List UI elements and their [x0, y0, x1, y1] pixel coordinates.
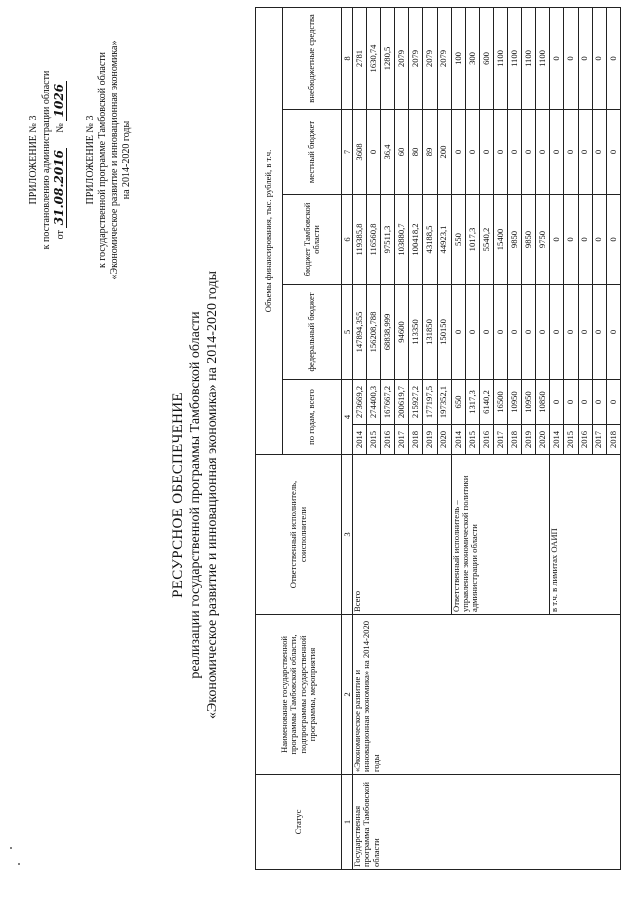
total-cell: 177197,5 — [423, 380, 437, 425]
title-line1: РЕСУРСНОЕ ОБЕСПЕЧЕНИЕ — [170, 392, 186, 598]
regional-cell: 9850 — [508, 195, 522, 285]
resource-table — [255, 7, 621, 870]
federal-cell: 0 — [592, 285, 606, 380]
header-executor: Ответственный исполнитель, соисполнители — [256, 455, 342, 615]
attachment-date-line — [53, 15, 68, 305]
status-cell: Государственная программа Тамбовской области — [353, 775, 621, 870]
executor-cell: Всего — [353, 455, 452, 615]
col-number: 6 — [342, 195, 353, 285]
local-cell: 0 — [606, 110, 620, 195]
total-cell: 215927,2 — [409, 380, 423, 425]
local-cell: 0 — [536, 110, 550, 195]
regional-cell: 97511,3 — [381, 195, 395, 285]
executor-cell: в т.ч. в лимитах ОАИП — [550, 455, 621, 615]
year-cell: 2014 — [451, 425, 465, 455]
offbudget-cell: 0 — [606, 7, 620, 109]
offbudget-cell: 0 — [564, 7, 578, 109]
offbudget-cell: 1100 — [536, 7, 550, 109]
offbudget-cell: 1280,5 — [381, 7, 395, 109]
header-offbudget: внебюджетные средства — [283, 7, 342, 109]
regional-cell: 1017,3 — [465, 195, 479, 285]
regional-cell: 100418,2 — [409, 195, 423, 285]
scan-speck — [10, 847, 12, 849]
regional-cell: 0 — [564, 195, 578, 285]
offbudget-cell: 0 — [578, 7, 592, 109]
regional-cell: 5540,2 — [479, 195, 493, 285]
local-cell: 200 — [437, 110, 451, 195]
offbudget-cell: 300 — [465, 7, 479, 109]
federal-cell: 0 — [508, 285, 522, 380]
federal-cell: 0 — [479, 285, 493, 380]
federal-cell: 0 — [451, 285, 465, 380]
total-cell: 0 — [550, 380, 564, 425]
local-cell: 0 — [522, 110, 536, 195]
local-cell: 0 — [479, 110, 493, 195]
regional-cell: 15400 — [493, 195, 507, 285]
year-cell: 2019 — [423, 425, 437, 455]
year-cell: 2016 — [479, 425, 493, 455]
total-cell: 1317,3 — [465, 380, 479, 425]
col-number: 7 — [342, 110, 353, 195]
offbudget-cell: 2079 — [409, 7, 423, 109]
total-cell: 0 — [578, 380, 592, 425]
program-attachment-line2: «Экономическое развитие и инновационная экономика» — [109, 40, 120, 280]
attachment-stamp — [28, 15, 68, 305]
header-local: местный бюджет — [283, 110, 342, 195]
total-cell: 0 — [606, 380, 620, 425]
total-cell: 0 — [592, 380, 606, 425]
title-line2: реализации государственной программы Тамбовской области — [188, 311, 203, 679]
offbudget-cell: 2079 — [423, 7, 437, 109]
col-number: 3 — [342, 455, 353, 615]
attachment-title: ПРИЛОЖЕНИЕ № 3 — [28, 115, 39, 205]
regional-cell: 0 — [606, 195, 620, 285]
local-cell: 60 — [395, 110, 409, 195]
total-cell: 10850 — [536, 380, 550, 425]
regional-cell: 116560,8 — [367, 195, 381, 285]
header-status: Статус — [256, 775, 342, 870]
program-attachment-title: ПРИЛОЖЕНИЕ № 3 — [85, 115, 96, 205]
total-cell: 167667,2 — [381, 380, 395, 425]
local-cell: 36,4 — [381, 110, 395, 195]
year-cell: 2015 — [367, 425, 381, 455]
year-cell: 2014 — [550, 425, 564, 455]
total-cell: 200619,7 — [395, 380, 409, 425]
regional-cell: 119385,8 — [353, 195, 367, 285]
offbudget-cell: 2079 — [437, 7, 451, 109]
year-cell: 2019 — [522, 425, 536, 455]
header-name: Наименование государственной программы Тамбовской области, подпрограммы государственной программы, мероприятия — [256, 615, 342, 775]
offbudget-cell: 1100 — [493, 7, 507, 109]
document-title — [170, 235, 221, 755]
table-row — [353, 7, 367, 869]
federal-cell: 68838,999 — [381, 285, 395, 380]
federal-cell: 0 — [465, 285, 479, 380]
local-cell: 0 — [493, 110, 507, 195]
offbudget-cell: 1100 — [508, 7, 522, 109]
federal-cell: 150150 — [437, 285, 451, 380]
year-cell: 2017 — [592, 425, 606, 455]
col-number: 2 — [342, 615, 353, 775]
year-cell: 2015 — [465, 425, 479, 455]
offbudget-cell: 0 — [592, 7, 606, 109]
header-regional: бюджет Тамбовской области — [283, 195, 342, 285]
year-cell: 2017 — [395, 425, 409, 455]
col-number: 4 — [342, 380, 353, 455]
total-cell: 16500 — [493, 380, 507, 425]
federal-cell: 147894,355 — [353, 285, 367, 380]
regional-cell: 103880,7 — [395, 195, 409, 285]
federal-cell: 0 — [550, 285, 564, 380]
total-cell: 10950 — [522, 380, 536, 425]
total-cell: 6140,2 — [479, 380, 493, 425]
local-cell: 0 — [465, 110, 479, 195]
handwritten-date: 31.08.2016 — [53, 148, 67, 228]
total-cell: 274400,3 — [367, 380, 381, 425]
local-cell: 89 — [423, 110, 437, 195]
regional-cell: 9750 — [536, 195, 550, 285]
year-cell: 2014 — [353, 425, 367, 455]
scan-speck — [18, 863, 20, 865]
header-by-years: по годам, всего — [283, 380, 342, 455]
number-label: № — [55, 123, 66, 133]
local-cell: 0 — [451, 110, 465, 195]
year-cell: 2015 — [564, 425, 578, 455]
year-cell: 2018 — [606, 425, 620, 455]
federal-cell: 131850 — [423, 285, 437, 380]
program-attachment-line1: к государственной программе Тамбовской области — [97, 51, 108, 269]
local-cell: 0 — [592, 110, 606, 195]
regional-cell: 0 — [550, 195, 564, 285]
year-cell: 2017 — [493, 425, 507, 455]
federal-cell: 0 — [564, 285, 578, 380]
federal-cell: 94600 — [395, 285, 409, 380]
offbudget-cell: 1630,74 — [367, 7, 381, 109]
col-number: 5 — [342, 285, 353, 380]
total-cell: 650 — [451, 380, 465, 425]
regional-cell: 0 — [592, 195, 606, 285]
handwritten-number: 1026 — [53, 81, 67, 121]
year-cell: 2016 — [381, 425, 395, 455]
local-cell: 3608 — [353, 110, 367, 195]
header-funding: Объемы финансирования, тыс. рублей, в т.ч. — [256, 7, 283, 454]
offbudget-cell: 1100 — [522, 7, 536, 109]
total-cell: 273669,2 — [353, 380, 367, 425]
local-cell: 0 — [550, 110, 564, 195]
header-federal: федеральный бюджет — [283, 285, 342, 380]
regional-cell: 0 — [578, 195, 592, 285]
offbudget-cell: 0 — [550, 7, 564, 109]
offbudget-cell: 600 — [479, 7, 493, 109]
federal-cell: 0 — [536, 285, 550, 380]
program-attachment — [85, 15, 133, 305]
regional-cell: 44923,1 — [437, 195, 451, 285]
offbudget-cell: 100 — [451, 7, 465, 109]
federal-cell: 0 — [493, 285, 507, 380]
local-cell: 0 — [564, 110, 578, 195]
federal-cell: 156208,788 — [367, 285, 381, 380]
federal-cell: 0 — [522, 285, 536, 380]
from-label: от — [55, 230, 66, 240]
year-cell: 2016 — [578, 425, 592, 455]
col-number: 1 — [342, 775, 353, 870]
regional-cell: 550 — [451, 195, 465, 285]
total-cell: 197352,1 — [437, 380, 451, 425]
local-cell: 0 — [508, 110, 522, 195]
program-attachment-line3: на 2014-2020 годы — [121, 120, 132, 200]
attachment-resolution: к постановлению администрации области — [40, 70, 52, 250]
col-number: 8 — [342, 7, 353, 109]
program-name-cell: «Экономическое развитие и инновационная экономика» на 2014-2020 годы — [353, 615, 621, 775]
title-line3: «Экономическое развитие и инновационная экономика» на 2014-2020 годы — [205, 271, 220, 719]
offbudget-cell: 2079 — [395, 7, 409, 109]
federal-cell: 0 — [578, 285, 592, 380]
local-cell: 0 — [367, 110, 381, 195]
local-cell: 80 — [409, 110, 423, 195]
total-cell: 0 — [564, 380, 578, 425]
year-cell: 2020 — [437, 425, 451, 455]
year-cell: 2020 — [536, 425, 550, 455]
federal-cell: 113350 — [409, 285, 423, 380]
year-cell: 2018 — [409, 425, 423, 455]
executor-cell: Ответственный исполнитель – управление экономической политики администрации области — [451, 455, 550, 615]
federal-cell: 0 — [606, 285, 620, 380]
offbudget-cell: 2781 — [353, 7, 367, 109]
regional-cell: 9850 — [522, 195, 536, 285]
local-cell: 0 — [578, 110, 592, 195]
total-cell: 10950 — [508, 380, 522, 425]
regional-cell: 43188,5 — [423, 195, 437, 285]
year-cell: 2018 — [508, 425, 522, 455]
